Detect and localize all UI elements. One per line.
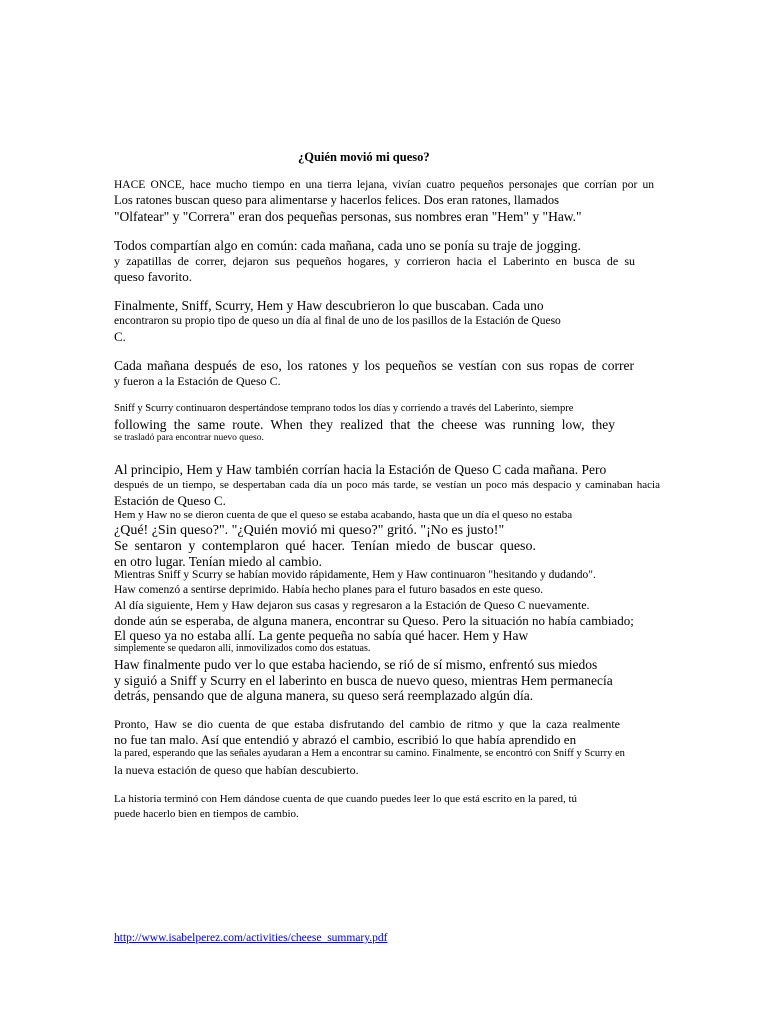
text-line: ¿Qué! ¿Sin queso?". "¿Quién movió mi queso?" gritó. "¡No es justo!" xyxy=(114,523,505,538)
text-line: "Olfatear" y "Correra" eran dos pequeñas personas, sus nombres eran "Hem" y "Haw." xyxy=(114,209,582,224)
text-line: Todos compartían algo en común: cada mañana, cada uno se ponía su traje de jogging. xyxy=(114,238,581,253)
text-line: y zapatillas de correr, dejaron sus pequeños hogares, y corrieron hacia el Laberinto en busca de su xyxy=(114,254,635,268)
text-line: Se sentaron y contemplaron qué hacer. Tenían miedo de buscar queso. xyxy=(114,539,536,554)
text-line: Cada mañana después de eso, los ratones y los pequeños se vestían con sus ropas de correr xyxy=(114,358,634,373)
text-line: Los ratones buscan queso para alimentarse y hacerlos felices. Dos eran ratones, llamados xyxy=(114,193,559,207)
text-line: La historia terminó con Hem dándose cuenta de que cuando puedes leer lo que está escrito en la pared, tú xyxy=(114,793,578,805)
text-line: Haw comenzó a sentirse deprimido. Había hecho planes para el futuro basados en este queso. xyxy=(114,584,544,596)
text-line: C. xyxy=(114,329,126,344)
text-line: Estación de Queso C. xyxy=(114,493,226,508)
text-line: encontraron su propio tipo de queso un día al final de uno de los pasillos de la Estación de Queso xyxy=(114,315,561,327)
text-line: Al día siguiente, Hem y Haw dejaron sus casas y regresaron a la Estación de Queso C nuevamente. xyxy=(114,598,590,612)
text-line: simplemente se quedaron allí, inmovilizados como dos estatuas. xyxy=(114,643,371,654)
text-line: y fueron a la Estación de Queso C. xyxy=(114,374,281,388)
text-line: following the same route. When they realized that the cheese was running low, they xyxy=(114,417,615,432)
text-line: Mientras Sniff y Scurry se habían movido rápidamente, Hem y Haw continuaron "hesitando y dudando". xyxy=(114,569,596,581)
text-line: Hem y Haw no se dieron cuenta de que el queso se estaba acabando, hasta que un día el queso no estaba xyxy=(114,509,573,521)
text-line: en otro lugar. Tenían miedo al cambio. xyxy=(114,554,322,569)
source-link[interactable]: http://www.isabelperez.com/activities/cheese_summary.pdf xyxy=(114,932,388,944)
text-line: Sniff y Scurry continuaron despertándose temprano todos los días y corriendo a través del Laberinto, siempre xyxy=(114,403,574,414)
text-line: Pronto, Haw se dio cuenta de que estaba disfrutando del cambio de ritmo y que la caza realmente xyxy=(114,717,620,731)
text-line: no fue tan malo. Así que entendió y abrazó el cambio, escribió lo que había aprendido en xyxy=(114,732,577,747)
text-line: después de un tiempo, se despertaban cada día un poco más tarde, se vestían un poco más despacio y caminaban hacia xyxy=(114,479,660,491)
text-line: la nueva estación de queso que habían descubierto. xyxy=(114,763,359,777)
text-line: la pared, esperando que las señales ayudaran a Hem a encontrar su camino. Finalmente, se encontró con Sniff y Scurry en xyxy=(114,748,625,759)
page-title: ¿Quién movió mi queso? xyxy=(298,150,430,164)
text-line: El queso ya no estaba allí. La gente pequeña no sabía qué hacer. Hem y Haw xyxy=(114,628,529,643)
text-line: donde aún se esperaba, de alguna manera, encontrar su Queso. Pero la situación no había cambiado; xyxy=(114,613,634,628)
text-line: se trasladó para encontrar nuevo queso. xyxy=(114,433,264,443)
text-line: detrás, pensando que de alguna manera, su queso será reemplazado algún día. xyxy=(114,688,534,703)
text-line: Al principio, Hem y Haw también corrían hacia la Estación de Queso C cada mañana. Pero xyxy=(114,462,607,477)
text-line: puede hacerlo bien en tiempos de cambio. xyxy=(114,808,299,820)
text-line: HACE ONCE, hace mucho tiempo en una tierra lejana, vivían cuatro pequeños personajes que corrían por un xyxy=(114,179,654,191)
text-line: queso favorito. xyxy=(114,269,192,284)
text-line: Finalmente, Sniff, Scurry, Hem y Haw descubrieron lo que buscaban. Cada uno xyxy=(114,298,544,313)
text-line: y siguió a Sniff y Scurry en el laberinto en busca de nuevo queso, mientras Hem permanecía xyxy=(114,673,613,688)
text-line: Haw finalmente pudo ver lo que estaba haciendo, se rió de sí mismo, enfrentó sus miedos xyxy=(114,657,598,672)
